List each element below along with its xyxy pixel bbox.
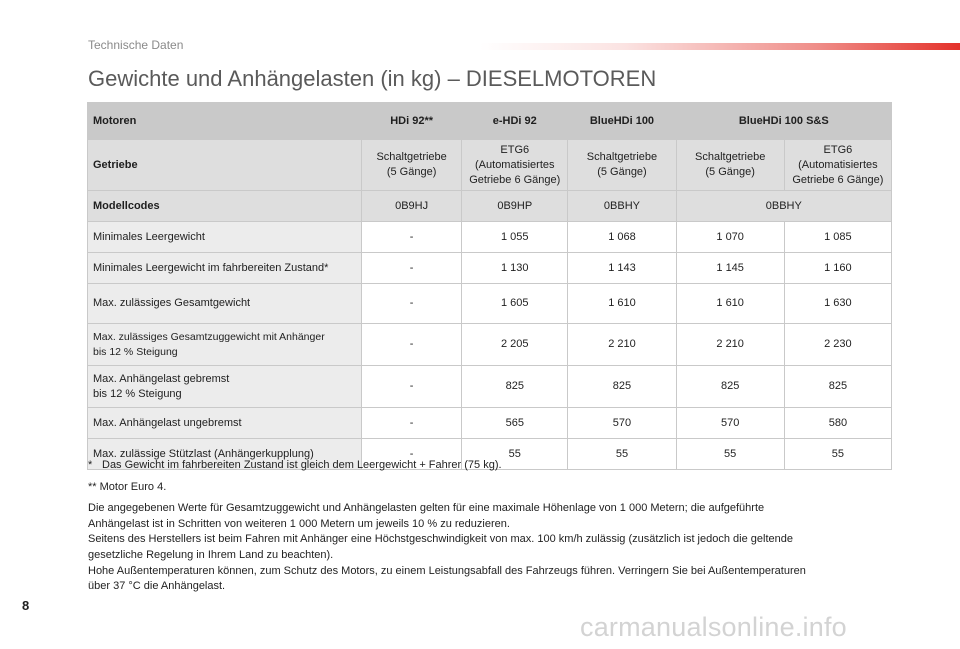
notes-section bbox=[88, 458, 888, 595]
table-header-row bbox=[88, 103, 892, 140]
row-label: Minimales Leergewicht bbox=[88, 222, 362, 253]
table-row bbox=[88, 324, 892, 366]
value-cell: 1 055 bbox=[462, 222, 568, 253]
value-cell: 1 085 bbox=[784, 222, 891, 253]
weights-table bbox=[87, 102, 892, 470]
value-cell: 2 210 bbox=[568, 324, 676, 366]
value-cell: 55 bbox=[568, 439, 676, 470]
value-cell: - bbox=[362, 284, 462, 324]
value-cell: 570 bbox=[676, 408, 784, 439]
value-cell: - bbox=[362, 366, 462, 408]
gearbox-cell: Schaltgetriebe (5 Gänge) bbox=[362, 140, 462, 191]
gearbox-cell: ETG6 (Automatisiertes Getriebe 6 Gänge) bbox=[784, 140, 891, 191]
value-cell: 1 130 bbox=[462, 253, 568, 284]
table-row bbox=[88, 253, 892, 284]
value-cell: 55 bbox=[676, 439, 784, 470]
header-motoren: Motoren bbox=[88, 103, 362, 140]
footnote-star: * Das Gewicht im fahrbereiten Zustand ist gleich dem Leergewicht + Fahrer (75 kg). bbox=[88, 459, 502, 471]
gearbox-row bbox=[88, 140, 892, 191]
table-row bbox=[88, 284, 892, 324]
model-code-cell: 0BBHY bbox=[568, 191, 676, 222]
value-cell: 2 210 bbox=[676, 324, 784, 366]
value-cell: 1 610 bbox=[676, 284, 784, 324]
value-cell: 1 068 bbox=[568, 222, 676, 253]
value-cell: - bbox=[362, 253, 462, 284]
footnote-double-star: ** Motor Euro 4. bbox=[88, 480, 167, 493]
header-accent-bar bbox=[480, 43, 960, 50]
page-number: 8 bbox=[22, 598, 30, 613]
value-cell: - bbox=[362, 324, 462, 366]
value-cell: - bbox=[362, 439, 462, 470]
row-label: Max. zulässiges Gesamtzuggewicht mit Anhänger bis 12 % Steigung bbox=[88, 324, 362, 366]
value-cell: 1 610 bbox=[568, 284, 676, 324]
row-label: Minimales Leergewicht im fahrbereiten Zustand* bbox=[88, 253, 362, 284]
value-cell: 825 bbox=[462, 366, 568, 408]
page-title: Gewichte und Anhängelasten (in kg) – DIESELMOTOREN bbox=[88, 66, 657, 91]
model-codes-label: Modellcodes bbox=[88, 191, 362, 222]
model-code-cell: 0B9HP bbox=[462, 191, 568, 222]
table-row bbox=[88, 366, 892, 408]
gearbox-cell: Schaltgetriebe (5 Gänge) bbox=[568, 140, 676, 191]
value-cell: 580 bbox=[784, 408, 891, 439]
watermark: carmanualsonline.info bbox=[580, 612, 847, 642]
value-cell: 825 bbox=[568, 366, 676, 408]
value-cell: 1 160 bbox=[784, 253, 891, 284]
header-bluehdi100-ss: BlueHDi 100 S&S bbox=[676, 103, 891, 140]
gearbox-cell: ETG6 (Automatisiertes Getriebe 6 Gänge) bbox=[462, 140, 568, 191]
row-label: Max. Anhängelast gebremst bis 12 % Steigung bbox=[88, 366, 362, 408]
value-cell: 2 205 bbox=[462, 324, 568, 366]
value-cell: 825 bbox=[784, 366, 891, 408]
model-codes-row bbox=[88, 191, 892, 222]
value-cell: 565 bbox=[462, 408, 568, 439]
value-cell: - bbox=[362, 222, 462, 253]
value-cell: 1 145 bbox=[676, 253, 784, 284]
value-cell: 1 605 bbox=[462, 284, 568, 324]
value-cell: 1 070 bbox=[676, 222, 784, 253]
value-cell: - bbox=[362, 408, 462, 439]
value-cell: 825 bbox=[676, 366, 784, 408]
table-row bbox=[88, 408, 892, 439]
model-code-cell: 0BBHY bbox=[676, 191, 891, 222]
value-cell: 1 630 bbox=[784, 284, 891, 324]
value-cell: 1 143 bbox=[568, 253, 676, 284]
header-hdi92: HDi 92** bbox=[362, 103, 462, 140]
gearbox-cell: Schaltgetriebe (5 Gänge) bbox=[676, 140, 784, 191]
gearbox-label: Getriebe bbox=[88, 140, 362, 191]
info-paragraph: Die angegebenen Werte für Gesamtzuggewicht und Anhängelasten gelten für eine maximale Höhenlage von 1 000 Metern; die aufgeführte Anhängelast ist in Schritten von weiteren 1 000 Metern um jeweils 10 % zu reduzieren. Seitens des Herstellers ist beim Fahren mit Anhänger eine Höchstgeschwindigkeit von max. 100 km/h zulässig (zusätzlich ist jedoch die geltende gesetzliche Regelung in Ihrem Land zu beachten). Hohe Außentemperaturen können, zum Schutz des Motors, zu einem Leistungsabfall des Fahrzeugs führen. Verringern Sie bei Außentemperaturen über 37 °C die Anhängelast. bbox=[88, 502, 806, 593]
row-label: Max. Anhängelast ungebremst bbox=[88, 408, 362, 439]
row-label: Max. zulässiges Gesamtgewicht bbox=[88, 284, 362, 324]
value-cell: 2 230 bbox=[784, 324, 891, 366]
header-bluehdi100: BlueHDi 100 bbox=[568, 103, 676, 140]
value-cell: 55 bbox=[462, 439, 568, 470]
table-row bbox=[88, 222, 892, 253]
value-cell: 570 bbox=[568, 408, 676, 439]
row-label: Max. zulässige Stützlast (Anhängerkupplung) bbox=[88, 439, 362, 470]
value-cell: 55 bbox=[784, 439, 891, 470]
section-header: Technische Daten bbox=[88, 38, 184, 52]
header-ehdi92: e-HDi 92 bbox=[462, 103, 568, 140]
model-code-cell: 0B9HJ bbox=[362, 191, 462, 222]
